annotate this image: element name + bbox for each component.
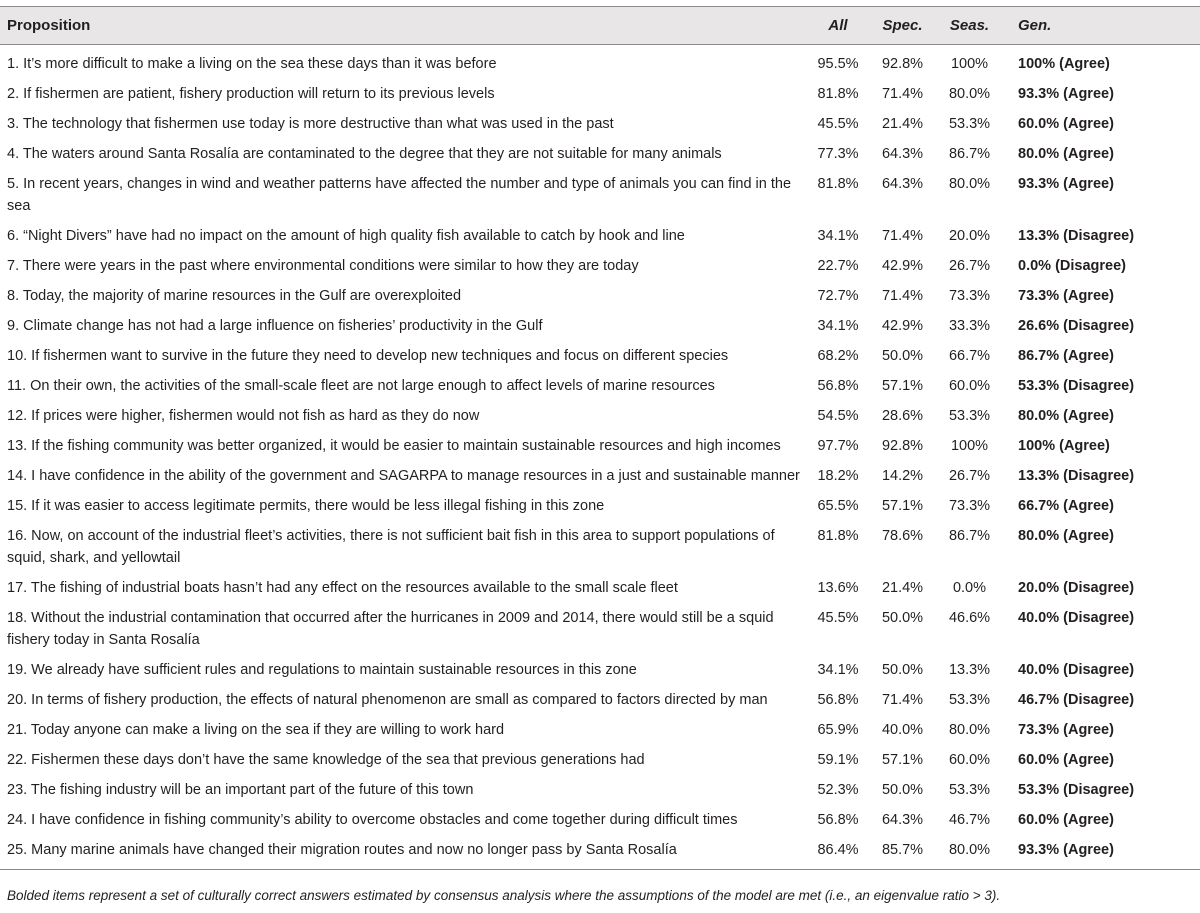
gen-cell: 40.0% (Disagree) [1018,610,1135,626]
gen-cell: 73.3% (Agree) [1018,288,1114,304]
proposition-cell: 22. Fishermen these days don’t have the same knowledge of the sea that previous generations had [7,752,645,768]
all-cell: 18.2% [817,468,859,484]
all-cell: 97.7% [817,438,859,454]
proposition-cell: 8. Today, the majority of marine resources in the Gulf are overexploited [7,288,462,304]
table-row [0,715,1200,745]
all-cell: 34.1% [817,662,859,678]
seas-cell: 53.3% [948,782,991,798]
gen-cell: 100% (Agree) [1018,438,1110,454]
table-row [0,655,1200,685]
spec-cell: 57.1% [881,378,924,394]
proposition-cell: 20. In terms of fishery production, the effects of natural phenomenon are small as compared to factors directed by man [7,692,768,708]
seas-cell: 100% [950,56,989,72]
all-cell: 52.3% [817,782,859,798]
gen-cell: 0.0% (Disagree) [1018,258,1126,274]
seas-cell: 53.3% [948,408,991,424]
seas-cell: 26.7% [948,258,991,274]
proposition-cell: 18. Without the industrial contamination that occurred after the hurricanes in 2009 and 2014, there would still be a squid fishery today in Santa Rosalía [7,610,774,648]
spec-cell: 42.9% [881,258,924,274]
table-footnote: Bolded items represent a set of culturally correct answers estimated by consensus analysis where the assumptions of the model are met (i.e., an eigenvalue ratio > 3). [7,888,1001,903]
seas-cell: 33.3% [948,318,991,334]
table-row [0,341,1200,371]
spec-cell: 28.6% [881,408,924,424]
all-cell: 59.1% [817,752,859,768]
gen-cell: 13.3% (Disagree) [1018,468,1135,484]
seas-cell: 86.7% [948,528,991,544]
gen-cell: 26.6% (Disagree) [1018,318,1135,334]
gen-cell: 40.0% (Disagree) [1018,662,1135,678]
header-proposition: Proposition [0,7,806,45]
all-cell: 13.6% [817,580,859,596]
gen-cell: 53.3% (Disagree) [1018,378,1135,394]
all-cell: 95.5% [817,56,859,72]
proposition-cell: 23. The fishing industry will be an important part of the future of this town [7,782,474,798]
seas-cell: 80.0% [948,86,991,102]
gen-cell: 66.7% (Agree) [1018,498,1114,514]
spec-cell: 64.3% [881,176,924,192]
proposition-cell: 16. Now, on account of the industrial fleet’s activities, there is not sufficient bait fish in this area to support populations of squid, shark, and yellowtail [7,528,775,566]
proposition-cell: 7. There were years in the past where environmental conditions were similar to how they are today [7,258,639,274]
table-row [0,573,1200,603]
seas-cell: 13.3% [948,662,991,678]
header-all: All [806,7,870,45]
spec-cell: 92.8% [881,438,924,454]
spec-cell: 50.0% [881,348,924,364]
table-row [0,281,1200,311]
spec-cell: 57.1% [881,498,924,514]
spec-cell: 21.4% [881,580,924,596]
proposition-cell: 25. Many marine animals have changed their migration routes and now no longer pass by Santa Rosalía [0,835,806,870]
table-row [0,109,1200,139]
all-cell: 45.5% [817,116,859,132]
all-cell: 34.1% [817,318,859,334]
seas-cell: 60.0% [948,752,991,768]
proposition-cell: 9. Climate change has not had a large influence on fisheries’ productivity in the Gulf [7,318,543,334]
spec-cell: 64.3% [881,812,924,828]
table-row [0,251,1200,281]
spec-cell: 85.7% [870,835,935,870]
spec-cell: 71.4% [881,288,924,304]
proposition-cell: 6. “Night Divers” have had no impact on the amount of high quality fish available to catch by hook and line [7,228,685,244]
seas-cell: 46.6% [948,610,991,626]
proposition-cell: 3. The technology that fishermen use today is more destructive than what was used in the past [7,116,614,132]
spec-cell: 71.4% [881,228,924,244]
table-row [0,79,1200,109]
all-cell: 72.7% [817,288,859,304]
table-row [0,745,1200,775]
proposition-cell: 2. If fishermen are patient, fishery production will return to its previous levels [7,86,495,102]
gen-cell: 80.0% (Agree) [1018,528,1114,544]
seas-cell: 73.3% [948,288,991,304]
header-seas: Seas. [935,7,1004,45]
all-cell: 56.8% [817,812,859,828]
seas-cell: 60.0% [948,378,991,394]
gen-cell: 60.0% (Agree) [1018,116,1114,132]
seas-cell: 46.7% [948,812,991,828]
all-cell: 22.7% [817,258,859,274]
spec-cell: 57.1% [881,752,924,768]
table-row [0,401,1200,431]
table-row [0,521,1200,573]
all-cell: 68.2% [817,348,859,364]
spec-cell: 42.9% [881,318,924,334]
all-cell: 81.8% [817,528,859,544]
gen-cell: 80.0% (Agree) [1018,408,1114,424]
seas-cell: 73.3% [948,498,991,514]
table-row [0,491,1200,521]
seas-cell: 20.0% [948,228,991,244]
gen-cell: 93.3% (Agree) [1018,176,1114,192]
spec-cell: 50.0% [881,782,924,798]
table-row [0,139,1200,169]
seas-cell: 53.3% [948,692,991,708]
spec-cell: 71.4% [881,86,924,102]
spec-cell: 14.2% [881,468,924,484]
header-spec: Spec. [870,7,935,45]
gen-cell: 73.3% (Agree) [1018,722,1114,738]
gen-cell: 100% (Agree) [1018,56,1110,72]
table-row [0,461,1200,491]
proposition-cell: 4. The waters around Santa Rosalía are contaminated to the degree that they are not suitable for many animals [7,146,722,162]
table-row [0,311,1200,341]
proposition-cell: 5. In recent years, changes in wind and weather patterns have affected the number and type of animals you can find in the sea [7,176,792,214]
spec-cell: 71.4% [881,692,924,708]
all-cell: 77.3% [817,146,859,162]
all-cell: 86.4% [806,835,870,870]
gen-cell: 93.3% (Agree) [1018,86,1114,102]
all-cell: 56.8% [817,692,859,708]
seas-cell: 53.3% [948,116,991,132]
seas-cell: 26.7% [948,468,991,484]
gen-cell: 60.0% (Agree) [1018,812,1114,828]
table-row [0,685,1200,715]
gen-cell: 53.3% (Disagree) [1018,782,1135,798]
table-row [0,169,1200,221]
seas-cell: 80.0% [935,835,1004,870]
spec-cell: 50.0% [881,662,924,678]
all-cell: 54.5% [817,408,859,424]
table-row [0,371,1200,401]
header-gen: Gen. [1004,7,1200,45]
proposition-cell: 21. Today anyone can make a living on the sea if they are willing to work hard [7,722,505,738]
proposition-cell: 17. The fishing of industrial boats hasn’t had any effect on the resources available to the small scale fleet [7,580,678,596]
proposition-cell: 13. If the fishing community was better organized, it would be easier to maintain sustainable resources and high incomes [7,438,781,454]
gen-cell: 93.3% (Agree) [1004,835,1200,870]
seas-cell: 80.0% [948,722,991,738]
table-row [0,805,1200,835]
proposition-cell: 12. If prices were higher, fishermen would not fish as hard as they do now [7,408,480,424]
all-cell: 34.1% [817,228,859,244]
proposition-table [0,6,1200,870]
table-row [0,775,1200,805]
table-row [0,45,1200,80]
spec-cell: 92.8% [881,56,924,72]
all-cell: 65.9% [817,722,859,738]
table-header [0,7,1200,45]
gen-cell: 80.0% (Agree) [1018,146,1114,162]
table-row [0,603,1200,655]
spec-cell: 21.4% [881,116,924,132]
header-row [0,7,1200,45]
all-cell: 45.5% [817,610,859,626]
all-cell: 81.8% [817,176,859,192]
proposition-cell: 24. I have confidence in fishing community’s ability to overcome obstacles and come together during difficult times [7,812,738,828]
proposition-cell: 11. On their own, the activities of the small-scale fleet are not large enough to affect levels of marine resources [7,378,715,394]
proposition-cell: 10. If fishermen want to survive in the future they need to develop new techniques and focus on different species [7,348,729,364]
proposition-cell: 19. We already have sufficient rules and regulations to maintain sustainable resources in this zone [7,662,637,678]
table-row [0,221,1200,251]
seas-cell: 66.7% [948,348,991,364]
seas-cell: 86.7% [948,146,991,162]
all-cell: 56.8% [817,378,859,394]
all-cell: 81.8% [817,86,859,102]
gen-cell: 20.0% (Disagree) [1018,580,1135,596]
gen-cell: 46.7% (Disagree) [1018,692,1135,708]
table-body [0,45,1200,870]
all-cell: 65.5% [817,498,859,514]
proposition-cell: 1. It’s more difficult to make a living on the sea these days than it was before [7,56,497,72]
seas-cell: 100% [950,438,989,454]
gen-cell: 60.0% (Agree) [1018,752,1114,768]
seas-cell: 80.0% [948,176,991,192]
spec-cell: 40.0% [881,722,924,738]
spec-cell: 64.3% [881,146,924,162]
proposition-cell: 15. If it was easier to access legitimate permits, there would be less illegal fishing in this zone [7,498,605,514]
table-row [0,835,1200,870]
spec-cell: 78.6% [881,528,924,544]
gen-cell: 86.7% (Agree) [1018,348,1114,364]
table-row [0,431,1200,461]
proposition-cell: 14. I have confidence in the ability of the government and SAGARPA to manage resources in a just and sustainable manner [7,468,800,484]
gen-cell: 13.3% (Disagree) [1018,228,1135,244]
spec-cell: 50.0% [881,610,924,626]
seas-cell: 0.0% [952,580,987,596]
